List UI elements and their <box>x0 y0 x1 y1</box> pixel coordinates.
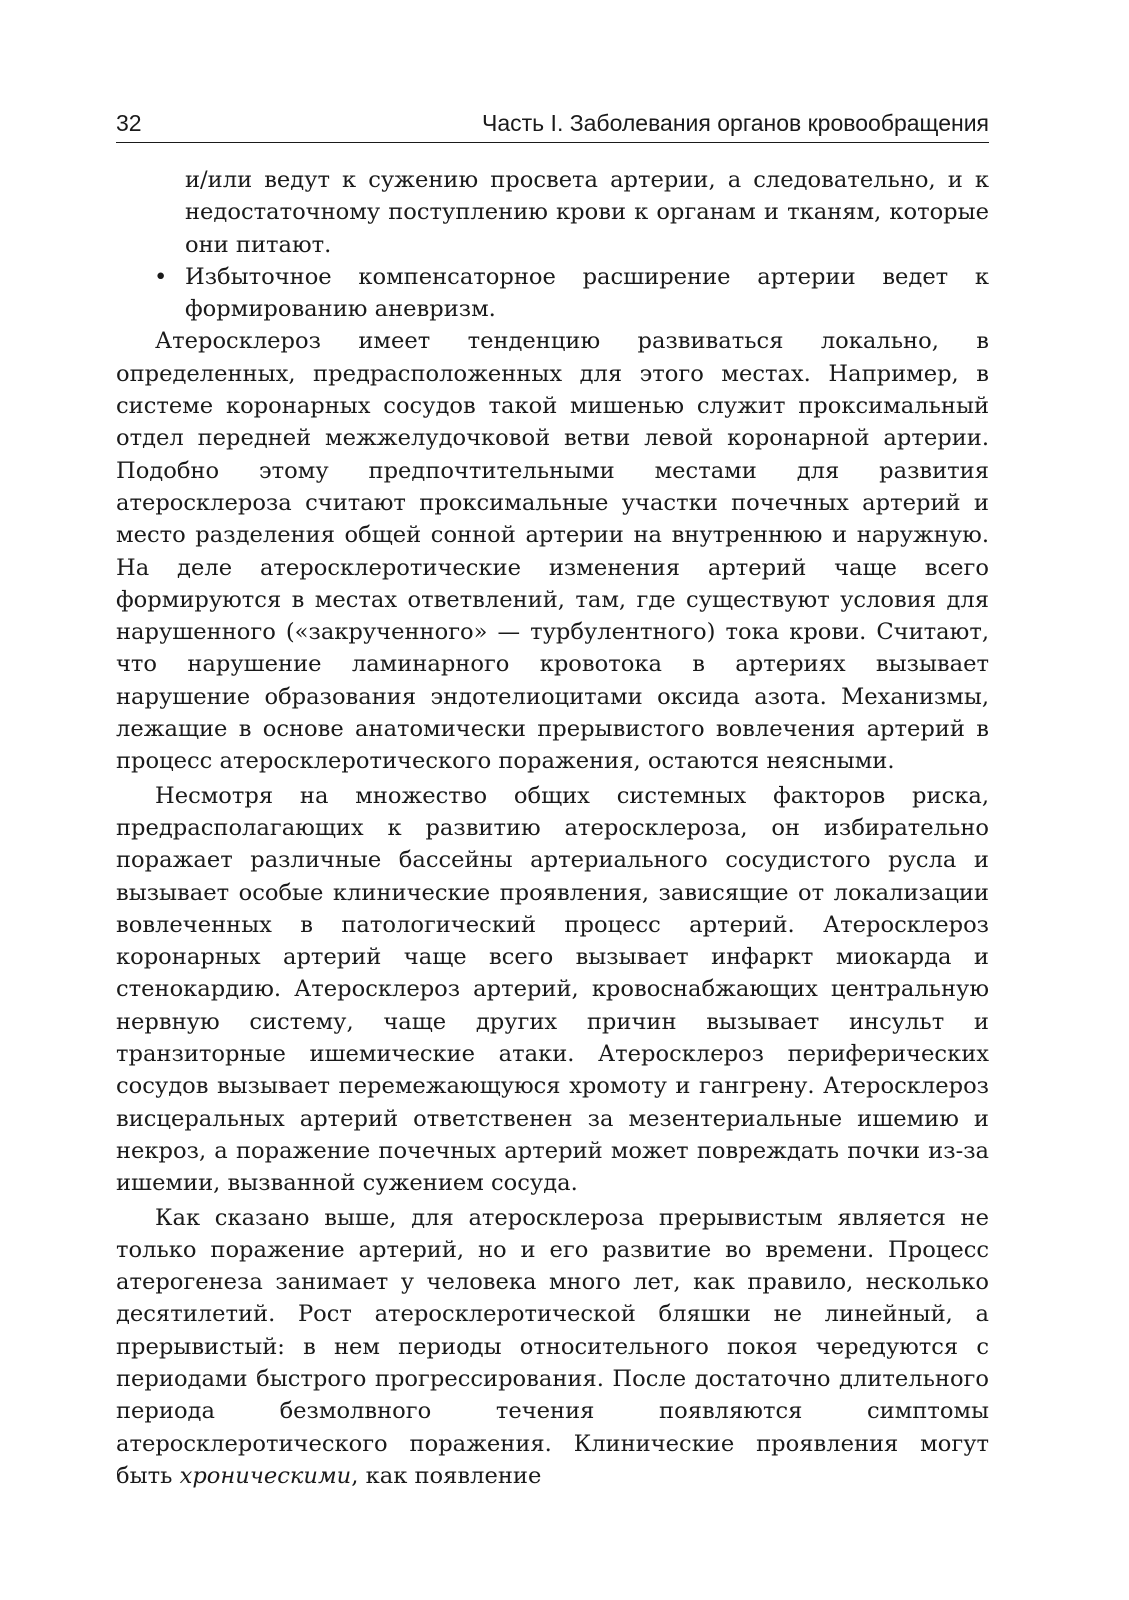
emphasis-text: хроническими <box>179 1462 352 1489</box>
list-item-continuation: и/или ведут к сужению просвета артерии, а следовательно, и к недостаточному поступлению крови к органам и тканям, которые они питают. <box>185 167 989 258</box>
header-divider <box>116 142 989 143</box>
paragraph-3 <box>116 1202 989 1493</box>
paragraph-3-text: Как сказано выше, для атеросклероза прерывистым является не только поражение артерий, но и его развитие во времени. Процесс атерогенеза занимает у человека много лет, как правило, несколько десятилетий. Рост атеросклеротической бляшки не линейный, а прерывистый: в нем периоды относительного покоя чередуются с периодами быстрого прогрессирования. После достаточно длительного периода безмолвного течения появляются симптомы атеросклеротического поражения. Клинические проявления могут быть <box>116 1204 989 1489</box>
running-title: Часть I. Заболевания органов кровообращения <box>482 110 989 136</box>
paragraph-1: Атеросклероз имеет тенденцию развиваться локально, в определенных, предрасположенных для этого местах. Например, в системе коронарных сосудов такой мишенью служит проксимальный отдел передней межжелудочковой ветви левой коронарной артерии. Подобно этому предпочтительными местами для развития атеросклероза считают проксимальные участки почечных артерий и место разделения общей сонной артерии на внутреннюю и наружную. На деле атеросклеротические изменения артерий чаще всего формируются в местах ответвлений, там, где существуют условия для нарушенного («закрученного» — турбулентного) тока крови. Считают, что нарушение ламинарного кровотока в артериях вызывает нарушение образования эндотелиоцитами оксида азота. Механизмы, лежащие в основе анатомически прерывистого вовлечения артерий в процесс атеросклеротического поражения, остаются неясными. <box>116 328 989 775</box>
page-number: 32 <box>116 110 142 136</box>
list-item <box>116 261 989 326</box>
list-item-text: Избыточное компенсаторное расширение артерии ведет к формированию аневризм. <box>185 263 989 323</box>
body-text <box>116 164 989 1492</box>
bullet-icon: • <box>154 263 168 290</box>
paragraph-2: Несмотря на множество общих системных факторов риска, предрасполагающих к развитию атеросклероза, он избирательно поражает различные бассейны артериального сосудистого русла и вызывает особые клинические проявления, зависящие от локализации вовлеченных в патологический процесс артерий. Атеросклероз коронарных артерий чаще всего вызывает инфаркт миокарда и стенокардию. Атеросклероз артерий, кровоснабжающих центральную нервную систему, чаще других причин вызывает инсульт и транзиторные ишемические атаки. Атеросклероз периферических сосудов вызывает перемежающуюся хромоту и гангрену. Атеросклероз висцеральных артерий ответственен за мезентериальные ишемию и некроз, а поражение почечных артерий может повреждать почки из-за ишемии, вызванной сужением сосуда. <box>116 782 989 1197</box>
running-header <box>116 110 989 137</box>
paragraph-3-tail: , как появление <box>351 1462 542 1489</box>
